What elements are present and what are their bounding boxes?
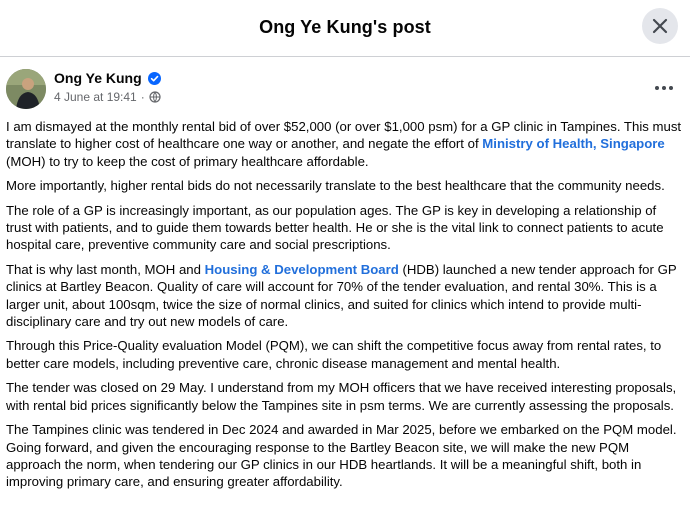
post-paragraph: The tender was closed on 29 May. I understand from my MOH officers that we have received interesting proposals, with rental bid prices significantly below the Tampines site in psm terms. We are currently assessing the proposals. <box>6 380 677 413</box>
meta-separator: · <box>140 90 145 104</box>
paragraph-text: (MOH) to try to keep the cost of primary healthcare affordable. <box>6 153 369 169</box>
paragraph-text: (HDB) launched a new tender approach for GP clinics at Bartley Beacon. Quality of care will account for 70% of the tender evaluation, and rental 30%. This is a larger unit, about 100sqm, twice the size of normal clinics, and suited for clinics which intend to provide multi-disciplinary care and try out new models of care. <box>6 261 677 330</box>
hdb-link[interactable]: Housing & Development Board <box>204 261 399 277</box>
post-paragraph <box>6 261 684 331</box>
close-button[interactable] <box>642 8 678 44</box>
more-options-dot <box>669 86 673 90</box>
close-icon <box>652 18 668 34</box>
post-paragraph: Through this Price-Quality evaluation Model (PQM), we can shift the competitive focus away from rental rates, to better care models, including preventive care, chronic disease management and mental health. <box>6 338 662 371</box>
avatar[interactable] <box>6 69 46 109</box>
dialog-title: Ong Ye Kung's post <box>259 17 431 37</box>
post-paragraph <box>6 118 684 170</box>
verified-badge-icon <box>148 72 161 85</box>
post-paragraph: The role of a GP is increasingly important, as our population ages. The GP is key in developing a relationship of trust with patients, and to guide them towards better health. He or she is the vital link to connect patients to acute hospital care, preventive community care and social prescriptions. <box>6 202 664 253</box>
post-header <box>0 58 690 118</box>
post-meta <box>54 90 161 104</box>
author-name[interactable]: Ong Ye Kung <box>54 70 142 86</box>
paragraph-text: That is why last month, MOH and <box>6 261 205 277</box>
more-options-icon <box>655 86 659 90</box>
more-options-button[interactable] <box>648 78 680 98</box>
post-paragraph: More importantly, higher rental bids do not necessarily translate to the best healthcare that the community needs. <box>6 178 665 194</box>
post-date[interactable]: 4 June at 19:41 <box>54 90 137 104</box>
post-body <box>6 118 684 498</box>
more-options-dot <box>662 86 666 90</box>
profile-photo-icon <box>6 69 46 109</box>
dialog-header <box>0 0 690 57</box>
paragraph-text: I am dismayed at the monthly rental bid of over $52,000 (or over $1,000 psm) for a GP clinic in Tampines. This must translate to higher cost of healthcare one way or another, and negate the effort of <box>6 119 682 152</box>
ministry-of-health-link[interactable]: Ministry of Health, Singapore <box>482 136 665 152</box>
globe-icon[interactable] <box>149 91 161 103</box>
author-name-row <box>54 70 161 86</box>
post-paragraph: The Tampines clinic was tendered in Dec 2024 and awarded in Mar 2025, before we embarked on the PQM model. Going forward, and given the encouraging response to the Bartley Beacon site, we will make the new PQM approach the norm, when tendering our GP clinics in our HDB heartlands. It will be a meaningful shift, both in improving primary care, and ensuring greater affordability. <box>6 422 677 490</box>
